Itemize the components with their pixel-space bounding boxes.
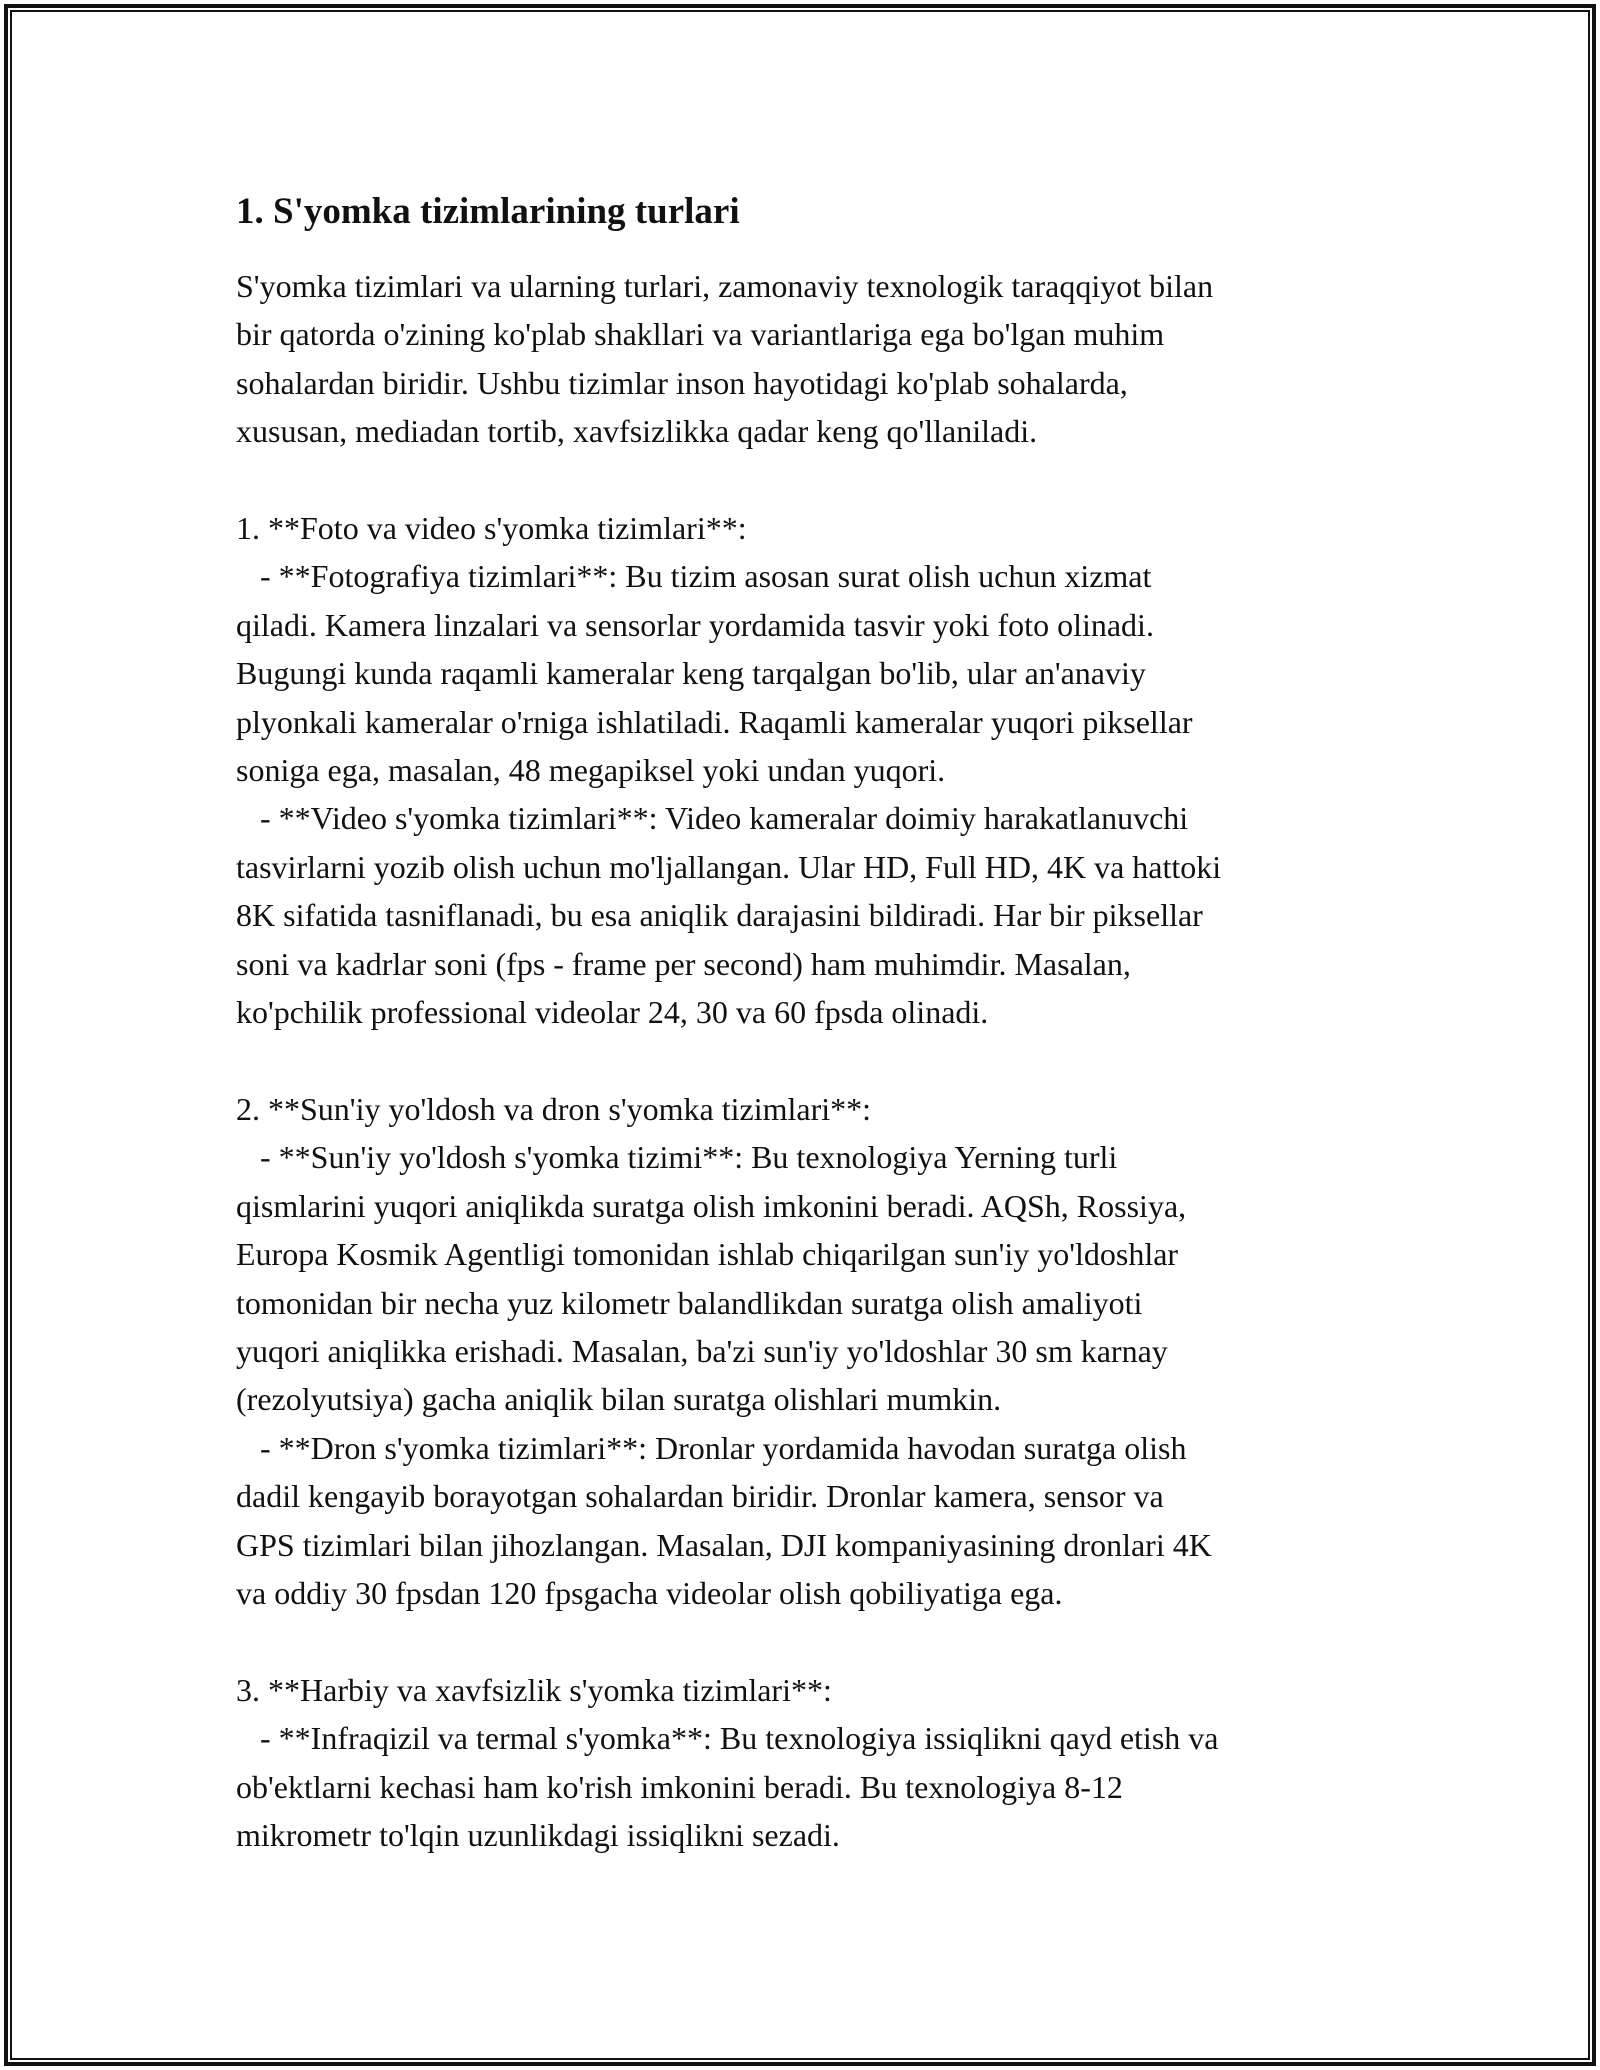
document-content <box>236 188 1376 1859</box>
document-title: 1. S'yomka tizimlarining turlari <box>236 191 740 232</box>
document-body: S'yomka tizimlari va ularning turlari, zamonaviy texnologik taraqqiyot bilan bir qatorda o'zining ko'plab shakllari va variantlariga ega bo'lgan muhim sohalardan biridir. Ushbu tizimlar inson hayotidagi ko'plab sohalarda, xususan, mediadan tortib, xavfsizlikka qadar keng qo'llaniladi. 1. **Foto va video s'yomka tizimlari**: - **Fotografiya tizimlari**: Bu tizim asosan surat olish uchun xizmat qiladi. Kamera linzalari va sensorlar yordamida tasvir yoki foto olinadi. Bugungi kunda raqamli kameralar keng tarqalgan bo'lib, ular an'anaviy plyonkali kameralar o'rniga ishlatiladi. Raqamli kameralar yuqori piksellar soniga ega, masalan, 48 megapiksel yoki undan yuqori. - **Video s'yomka tizimlari**: Video kameralar doimiy harakatlanuvchi tasvirlarni yozib olish uchun mo'ljallangan. Ular HD, Full HD, 4K va hattoki 8K sifatida tasniflanadi, bu esa aniqlik darajasini bildiradi. Har bir piksellar soni va kadrlar soni (fps - frame per second) ham muhimdir. Masalan, ko'pchilik professional videolar 24, 30 va 60 fpsda olinadi. 2. **Sun'iy yo'ldosh va dron s'yomka tizimlari**: - **Sun'iy yo'ldosh s'yomka tizimi**: Bu texnologiya Yerning turli qismlarini yuqori aniqlikda suratga olish imkonini beradi. AQSh, Rossiya, Europa Kosmik Agentligi tomonidan ishlab chiqarilgan sun'iy yo'ldoshlar tomonidan bir necha yuz kilometr balandlikdan suratga olish amaliyoti yuqori aniqlikka erishadi. Masalan, ba'zi sun'iy yo'ldoshlar 30 sm karnay (rezolyutsiya) gacha aniqlik bilan suratga olishlari mumkin. - **Dron s'yomka tizimlari**: Dronlar yordamida havodan suratga olish dadil kengayib borayotgan sohalardan biridir. Dronlar kamera, sensor va GPS tizimlari bilan jihozlangan. Masalan, DJI kompaniyasining dronlari 4K va oddiy 30 fpsdan 120 fpsgacha videolar olish qobiliyatiga ega. 3. **Harbiy va xavfsizlik s'yomka tizimlari**: - **Infraqizil va termal s'yomka**: Bu texnologiya issiqlikni qayd etish va ob'ektlarni kechasi ham ko'rish imkonini beradi. Bu texnologiya 8-12 mikrometr to'lqin uzunlikdagi issiqlikni sezadi. <box>236 268 1222 1853</box>
